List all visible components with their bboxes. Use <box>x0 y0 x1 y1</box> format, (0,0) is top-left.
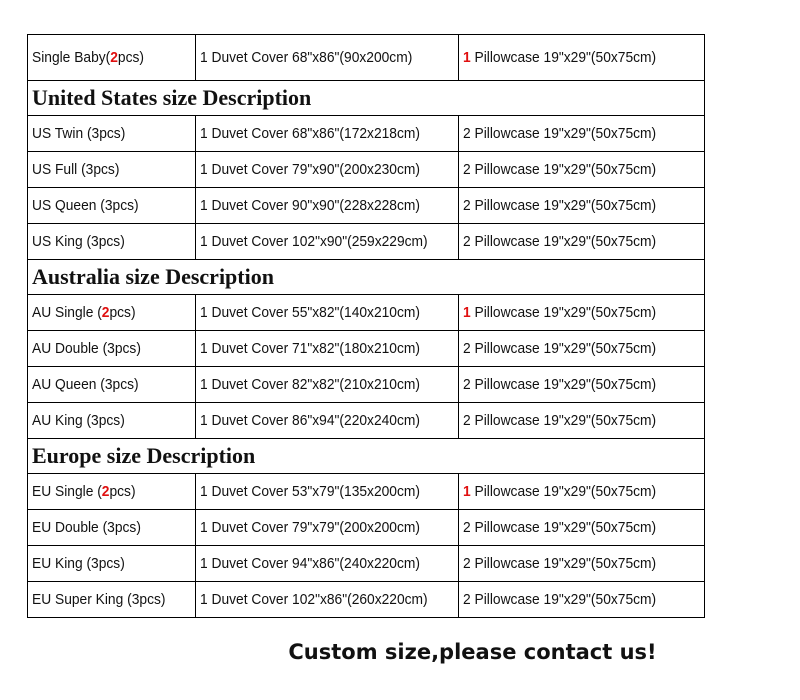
duvet-cell: 1 Duvet Cover 55"x82"(140x210cm) <box>196 295 459 331</box>
pillowcase-cell: 2 Pillowcase 19"x29"(50x75cm) <box>459 224 705 260</box>
section-heading-au <box>28 260 705 295</box>
table-row-au-king <box>28 403 705 439</box>
piece-count-highlight: 2 <box>101 483 110 500</box>
pillowcase-cell: 2 Pillowcase 19"x29"(50x75cm) <box>459 188 705 224</box>
table-row-au-double <box>28 331 705 367</box>
pillowcase-count-highlight: 1 <box>463 49 471 66</box>
pillowcase-count-highlight: 1 <box>463 304 471 321</box>
size-cell: AU King (3pcs) <box>28 403 196 439</box>
custom-size-note: Custom size,please contact us! <box>288 640 657 664</box>
duvet-cell: 1 Duvet Cover 68"x86"(172x218cm) <box>196 116 459 152</box>
duvet-cell: 1 Duvet Cover 82"x82"(210x210cm) <box>196 367 459 403</box>
pillowcase-cell: 1 Pillowcase 19"x29"(50x75cm) <box>459 35 705 81</box>
pillowcase-cell: 2 Pillowcase 19"x29"(50x75cm) <box>459 546 705 582</box>
table-row-eu-double <box>28 510 705 546</box>
size-cell: Single Baby(2pcs) <box>28 35 196 81</box>
size-cell: US Queen (3pcs) <box>28 188 196 224</box>
duvet-cell: 1 Duvet Cover 53"x79"(135x200cm) <box>196 474 459 510</box>
pillowcase-cell: 1 Pillowcase 19"x29"(50x75cm) <box>459 295 705 331</box>
size-cell: US Full (3pcs) <box>28 152 196 188</box>
pillowcase-cell: 1 Pillowcase 19"x29"(50x75cm) <box>459 474 705 510</box>
pillowcase-cell: 2 Pillowcase 19"x29"(50x75cm) <box>459 582 705 618</box>
size-cell: AU Single (2pcs) <box>28 295 196 331</box>
duvet-cell: 1 Duvet Cover 79"x79"(200x200cm) <box>196 510 459 546</box>
pillowcase-cell: 2 Pillowcase 19"x29"(50x75cm) <box>459 403 705 439</box>
duvet-cell: 1 Duvet Cover 71"x82"(180x210cm) <box>196 331 459 367</box>
table-row-us-full <box>28 152 705 188</box>
piece-count-highlight: 2 <box>101 304 110 321</box>
size-cell: EU King (3pcs) <box>28 546 196 582</box>
duvet-cell: 1 Duvet Cover 102"x86"(260x220cm) <box>196 582 459 618</box>
pillowcase-cell: 2 Pillowcase 19"x29"(50x75cm) <box>459 116 705 152</box>
size-cell: EU Double (3pcs) <box>28 510 196 546</box>
duvet-cell: 1 Duvet Cover 68"x86"(90x200cm) <box>196 35 459 81</box>
size-cell: AU Queen (3pcs) <box>28 367 196 403</box>
section-heading-us <box>28 81 705 116</box>
size-cell: EU Single (2pcs) <box>28 474 196 510</box>
duvet-cell: 1 Duvet Cover 86"x94"(220x240cm) <box>196 403 459 439</box>
table-row-us-queen <box>28 188 705 224</box>
duvet-cell: 1 Duvet Cover 79"x90"(200x230cm) <box>196 152 459 188</box>
table-row-au-single <box>28 295 705 331</box>
duvet-cell: 1 Duvet Cover 102"x90"(259x229cm) <box>196 224 459 260</box>
table-row-au-queen <box>28 367 705 403</box>
piece-count-highlight: 2 <box>110 49 118 66</box>
table-row-eu-king <box>28 546 705 582</box>
size-cell: AU Double (3pcs) <box>28 331 196 367</box>
pillowcase-count-highlight: 1 <box>463 483 471 500</box>
table-row-us-king <box>28 224 705 260</box>
size-cell: US Twin (3pcs) <box>28 116 196 152</box>
pillowcase-cell: 2 Pillowcase 19"x29"(50x75cm) <box>459 152 705 188</box>
size-cell: US King (3pcs) <box>28 224 196 260</box>
section-heading: Europe size Description <box>28 439 705 474</box>
table-row-us-twin <box>28 116 705 152</box>
table-row-eu-super-king <box>28 582 705 618</box>
pillowcase-cell: 2 Pillowcase 19"x29"(50x75cm) <box>459 510 705 546</box>
size-cell: EU Super King (3pcs) <box>28 582 196 618</box>
pillowcase-cell: 2 Pillowcase 19"x29"(50x75cm) <box>459 331 705 367</box>
table-row-single-baby <box>28 35 705 81</box>
duvet-cell: 1 Duvet Cover 90"x90"(228x228cm) <box>196 188 459 224</box>
section-heading: Australia size Description <box>28 260 705 295</box>
section-heading-eu <box>28 439 705 474</box>
size-table <box>27 34 705 618</box>
section-heading: United States size Description <box>28 81 705 116</box>
duvet-cell: 1 Duvet Cover 94"x86"(240x220cm) <box>196 546 459 582</box>
table-row-eu-single <box>28 474 705 510</box>
pillowcase-cell: 2 Pillowcase 19"x29"(50x75cm) <box>459 367 705 403</box>
